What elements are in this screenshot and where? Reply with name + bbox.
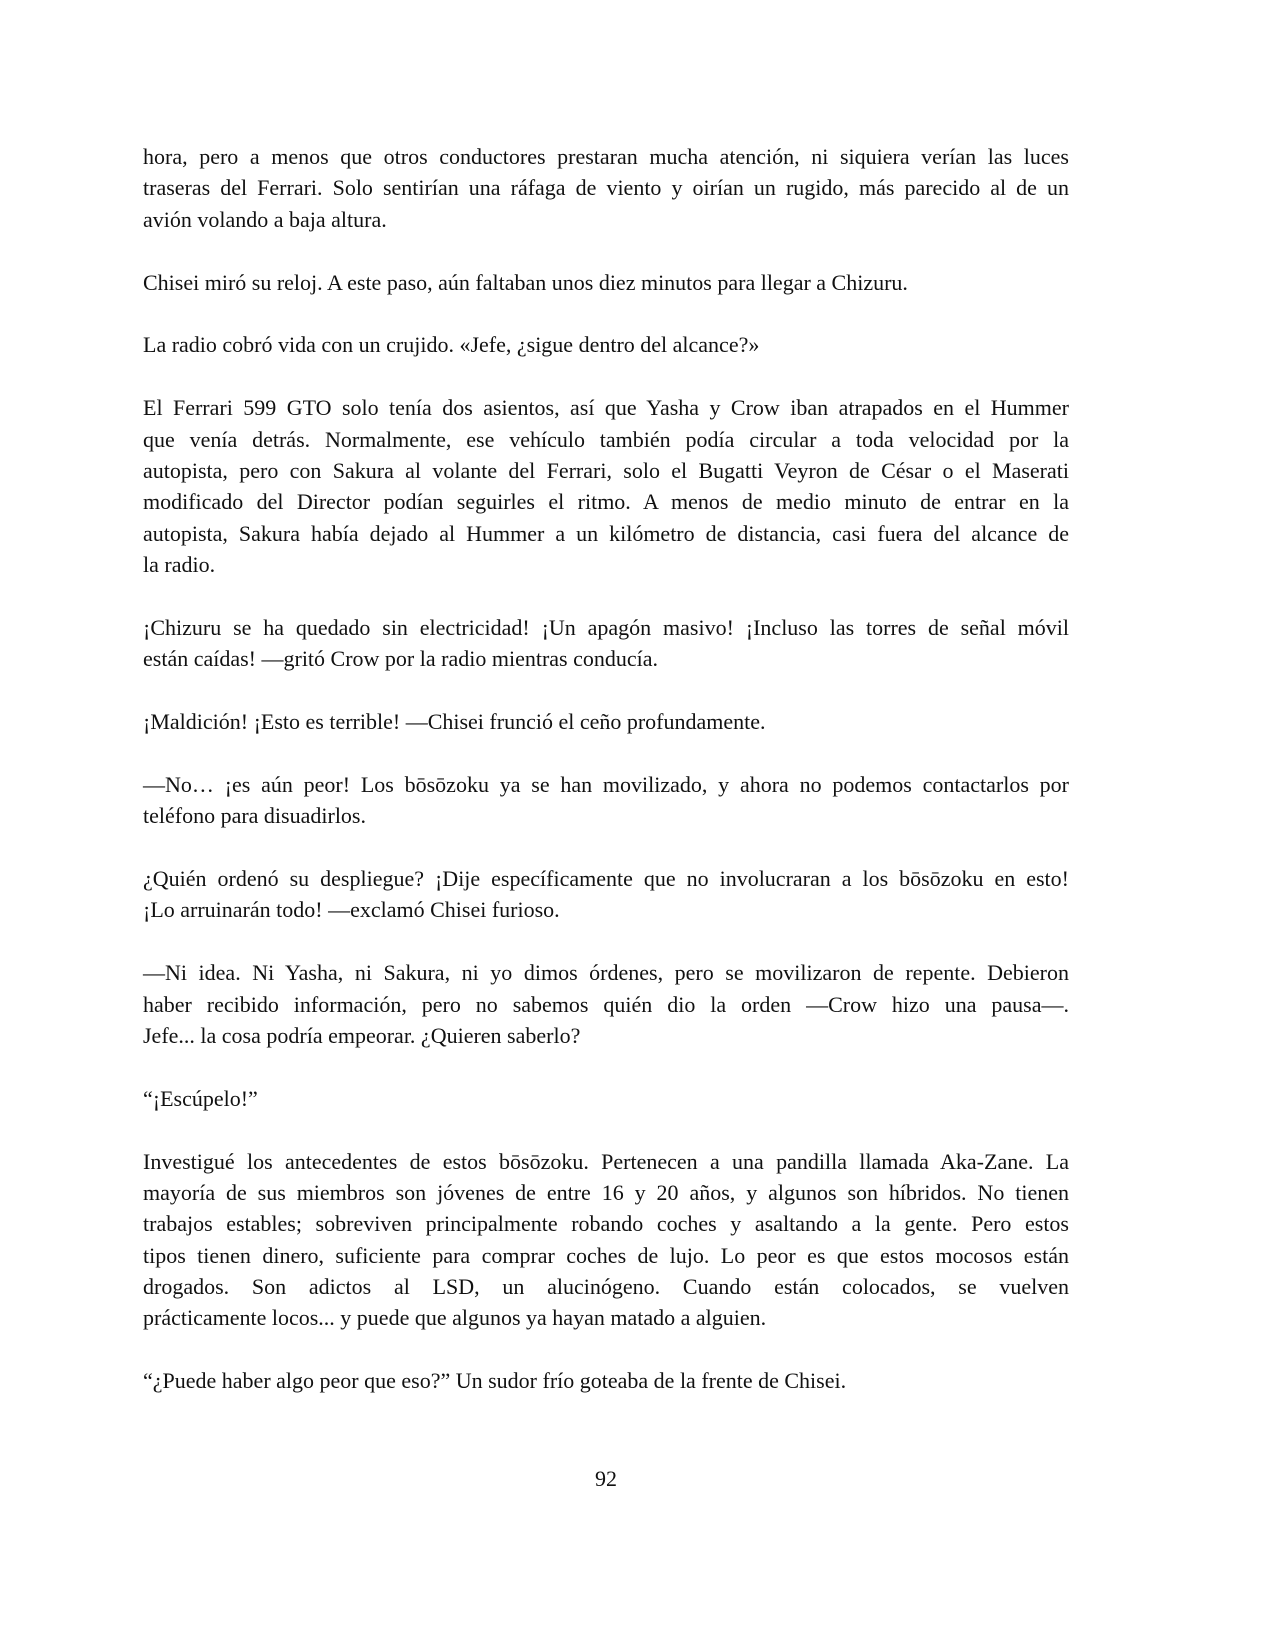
text-line: Investigué los antecedentes de estos bōsōzoku. Pertenecen a una pandilla llamada Aka-Zane. La [143, 1148, 1069, 1174]
text-line: “¡Escúpelo!” [143, 1085, 258, 1111]
text-line: teléfono para disuadirlos. [143, 803, 366, 829]
text-line: trabajos estables; sobreviven principalmente robando coches y asaltando a la gente. Pero estos [143, 1211, 1069, 1237]
paragraph [143, 141, 1069, 235]
text-line: ¡Maldición! ¡Esto es terrible! —Chisei frunció el ceño profundamente. [143, 709, 766, 735]
text-line: —Ni idea. Ni Yasha, ni Sakura, ni yo dimos órdenes, pero se movilizaron de repente. Debieron [143, 960, 1069, 986]
text-line: El Ferrari 599 GTO solo tenía dos asientos, así que Yasha y Crow iban atrapados en el Hummer [143, 395, 1069, 421]
paragraph [143, 1083, 1069, 1114]
text-line: traseras del Ferrari. Solo sentirían una ráfaga de viento y oirían un rugido, más parecido al de un [143, 175, 1069, 201]
paragraph [143, 267, 1069, 298]
text-line: tipos tienen dinero, suficiente para comprar coches de lujo. Lo peor es que estos mocosos están [143, 1242, 1069, 1268]
paragraph [143, 706, 1069, 737]
paragraph [143, 329, 1069, 360]
text-line: drogados. Son adictos al LSD, un alucinógeno. Cuando están colocados, se vuelven [143, 1274, 1069, 1300]
text-line: que venía detrás. Normalmente, ese vehículo también podía circular a toda velocidad por la [143, 426, 1069, 452]
page-number: 92 [595, 1466, 617, 1491]
text-line: La radio cobró vida con un crujido. «Jefe, ¿sigue dentro del alcance?» [143, 332, 760, 358]
text-line: ¡Chizuru se ha quedado sin electricidad! ¡Un apagón masivo! ¡Incluso las torres de señal móvil [143, 614, 1069, 640]
body-text [143, 141, 1069, 1428]
text-line: hora, pero a menos que otros conductores prestaran mucha atención, ni siquiera verían las luces [143, 144, 1069, 169]
text-line: Chisei miró su reloj. A este paso, aún faltaban unos diez minutos para llegar a Chizuru. [143, 269, 908, 295]
text-line: ¿Quién ordenó su despliegue? ¡Dije específicamente que no involucraran a los bōsōzoku en esto! [143, 865, 1069, 891]
paragraph [143, 863, 1069, 926]
text-line: ¡Lo arruinarán todo! —exclamó Chisei furioso. [143, 897, 560, 923]
text-line: “¿Puede haber algo peor que eso?” Un sudor frío goteaba de la frente de Chisei. [143, 1368, 847, 1394]
text-line: Jefe... la cosa podría empeorar. ¿Quieren saberlo? [143, 1022, 581, 1048]
paragraph [143, 392, 1069, 580]
text-line: avión volando a baja altura. [143, 206, 387, 232]
text-line: autopista, Sakura había dejado al Hummer a un kilómetro de distancia, casi fuera del alcance de [143, 520, 1069, 546]
paragraph [143, 957, 1069, 1051]
paragraph [143, 1146, 1069, 1334]
text-line: la radio. [143, 552, 216, 578]
text-line: haber recibido información, pero no sabemos quién dio la orden —Crow hizo una pausa—. [143, 991, 1069, 1017]
text-line: prácticamente locos... y puede que algunos ya hayan matado a alguien. [143, 1305, 767, 1331]
text-line: —No… ¡es aún peor! Los bōsōzoku ya se han movilizado, y ahora no podemos contactarlos por [143, 771, 1069, 797]
text-line: mayoría de sus miembros son jóvenes de entre 16 y 20 años, y algunos son híbridos. No tienen [143, 1179, 1069, 1205]
text-line: modificado del Director podían seguirles el ritmo. A menos de medio minuto de entrar en la [143, 489, 1069, 515]
paragraph [143, 1365, 1069, 1396]
text-line: están caídas! —gritó Crow por la radio mientras conducía. [143, 646, 659, 672]
paragraph [143, 769, 1069, 832]
text-line: autopista, pero con Sakura al volante del Ferrari, solo el Bugatti Veyron de César o el Maserati [143, 457, 1069, 483]
paragraph [143, 612, 1069, 675]
